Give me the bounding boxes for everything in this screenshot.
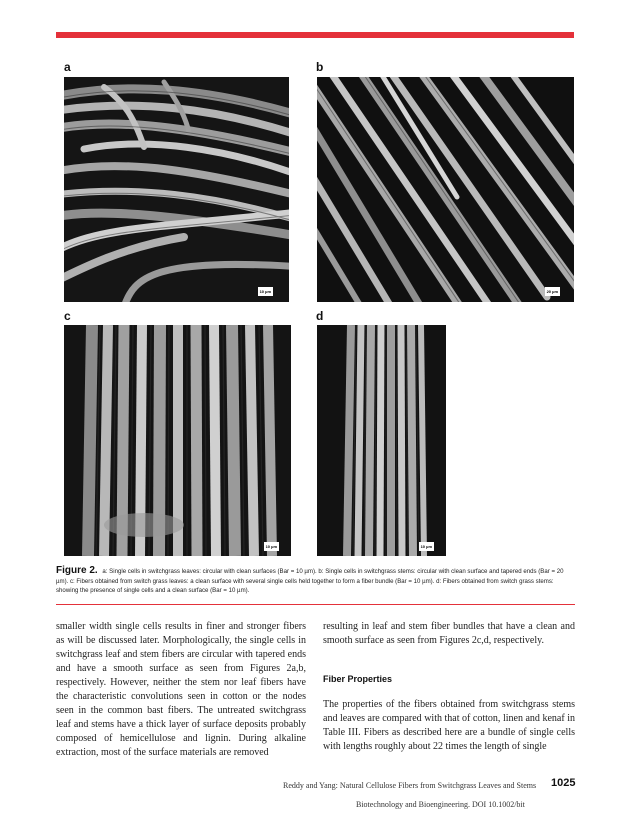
panel-label-b: b — [316, 60, 324, 74]
micrograph-a-image — [64, 77, 289, 302]
body-right-column-top — [323, 620, 575, 648]
micrograph-b-image — [317, 77, 574, 302]
section-heading: Fiber Properties — [323, 674, 393, 684]
micrograph-c-image — [64, 325, 291, 556]
scale-bar-c: 10 µm — [265, 544, 277, 549]
page-number: 1025 — [551, 777, 576, 789]
scale-bar-d: 10 µm — [420, 544, 432, 549]
top-accent-bar — [56, 32, 574, 38]
body-right-column-bottom — [323, 698, 575, 754]
micrograph-panel-b — [317, 77, 574, 302]
body-right-paragraph-bottom: The properties of the fibers obtained from switchgrass stems and leaves are compared with that of cotton, linen and kenaf in Table III. Fibers as described here are a bundle of single cells with lengths roughly about 22 times the length of single — [323, 699, 575, 752]
micrograph-panel-d — [317, 325, 446, 556]
caption-divider — [56, 604, 575, 605]
journal-info: Biotechnology and Bioengineering. DOI 10.1002/bit — [356, 800, 525, 809]
figure-caption-text: a: Single cells in switchgrass leaves: circular with clean surfaces (Bar = 10 µm). b: Single cells in switchgrass stems: circular with clean surface and tapered ends (Bar = 20 µm). c: Fibers obtained from switch grass leaves: a clean surface with several single cells held together to form a fiber bundle (Bar = 10 µm). d: Fibers obtained from switch grass stems: showing the presence of single cells and a clean surface (Bar = 10 µm). — [56, 568, 564, 595]
panel-label-a: a — [64, 60, 71, 74]
figure-caption — [56, 566, 575, 596]
figure-caption-label: Figure 2. — [56, 565, 98, 576]
scale-bar-b: 20 µm — [546, 289, 558, 294]
micrograph-panel-a — [64, 77, 289, 302]
scale-bar-a: 10 µm — [259, 289, 271, 294]
panel-label-d: d — [316, 309, 324, 323]
micrograph-d-image — [317, 325, 446, 556]
running-title: Reddy and Yang: Natural Cellulose Fibers from Switchgrass Leaves and Stems — [283, 781, 537, 790]
body-right-paragraph-top: resulting in leaf and stem fiber bundles that have a clean and smooth surface as seen from Figures 2c,d, respectively. — [323, 621, 575, 646]
body-left-paragraph: smaller width single cells results in finer and stronger fibers as will be discussed later. Morphologically, the single cells in switchgrass leaf and stem fibers are circular with tapered ends and have a smooth surface as seen from Figures 2a,b, respectively. However, neither the stem nor leaf fibers have the characteristic convolutions seen in cotton or the nodes seen in the common bast fibers. The untreated switchgrass leaf and stems have a thick layer of surface deposits probably composed of hemicellulose and lignin. During alkaline extraction, most of the surface materials are removed — [56, 621, 306, 758]
panel-label-c: c — [64, 309, 71, 323]
body-left-column — [56, 620, 306, 760]
micrograph-panel-c — [64, 325, 291, 556]
